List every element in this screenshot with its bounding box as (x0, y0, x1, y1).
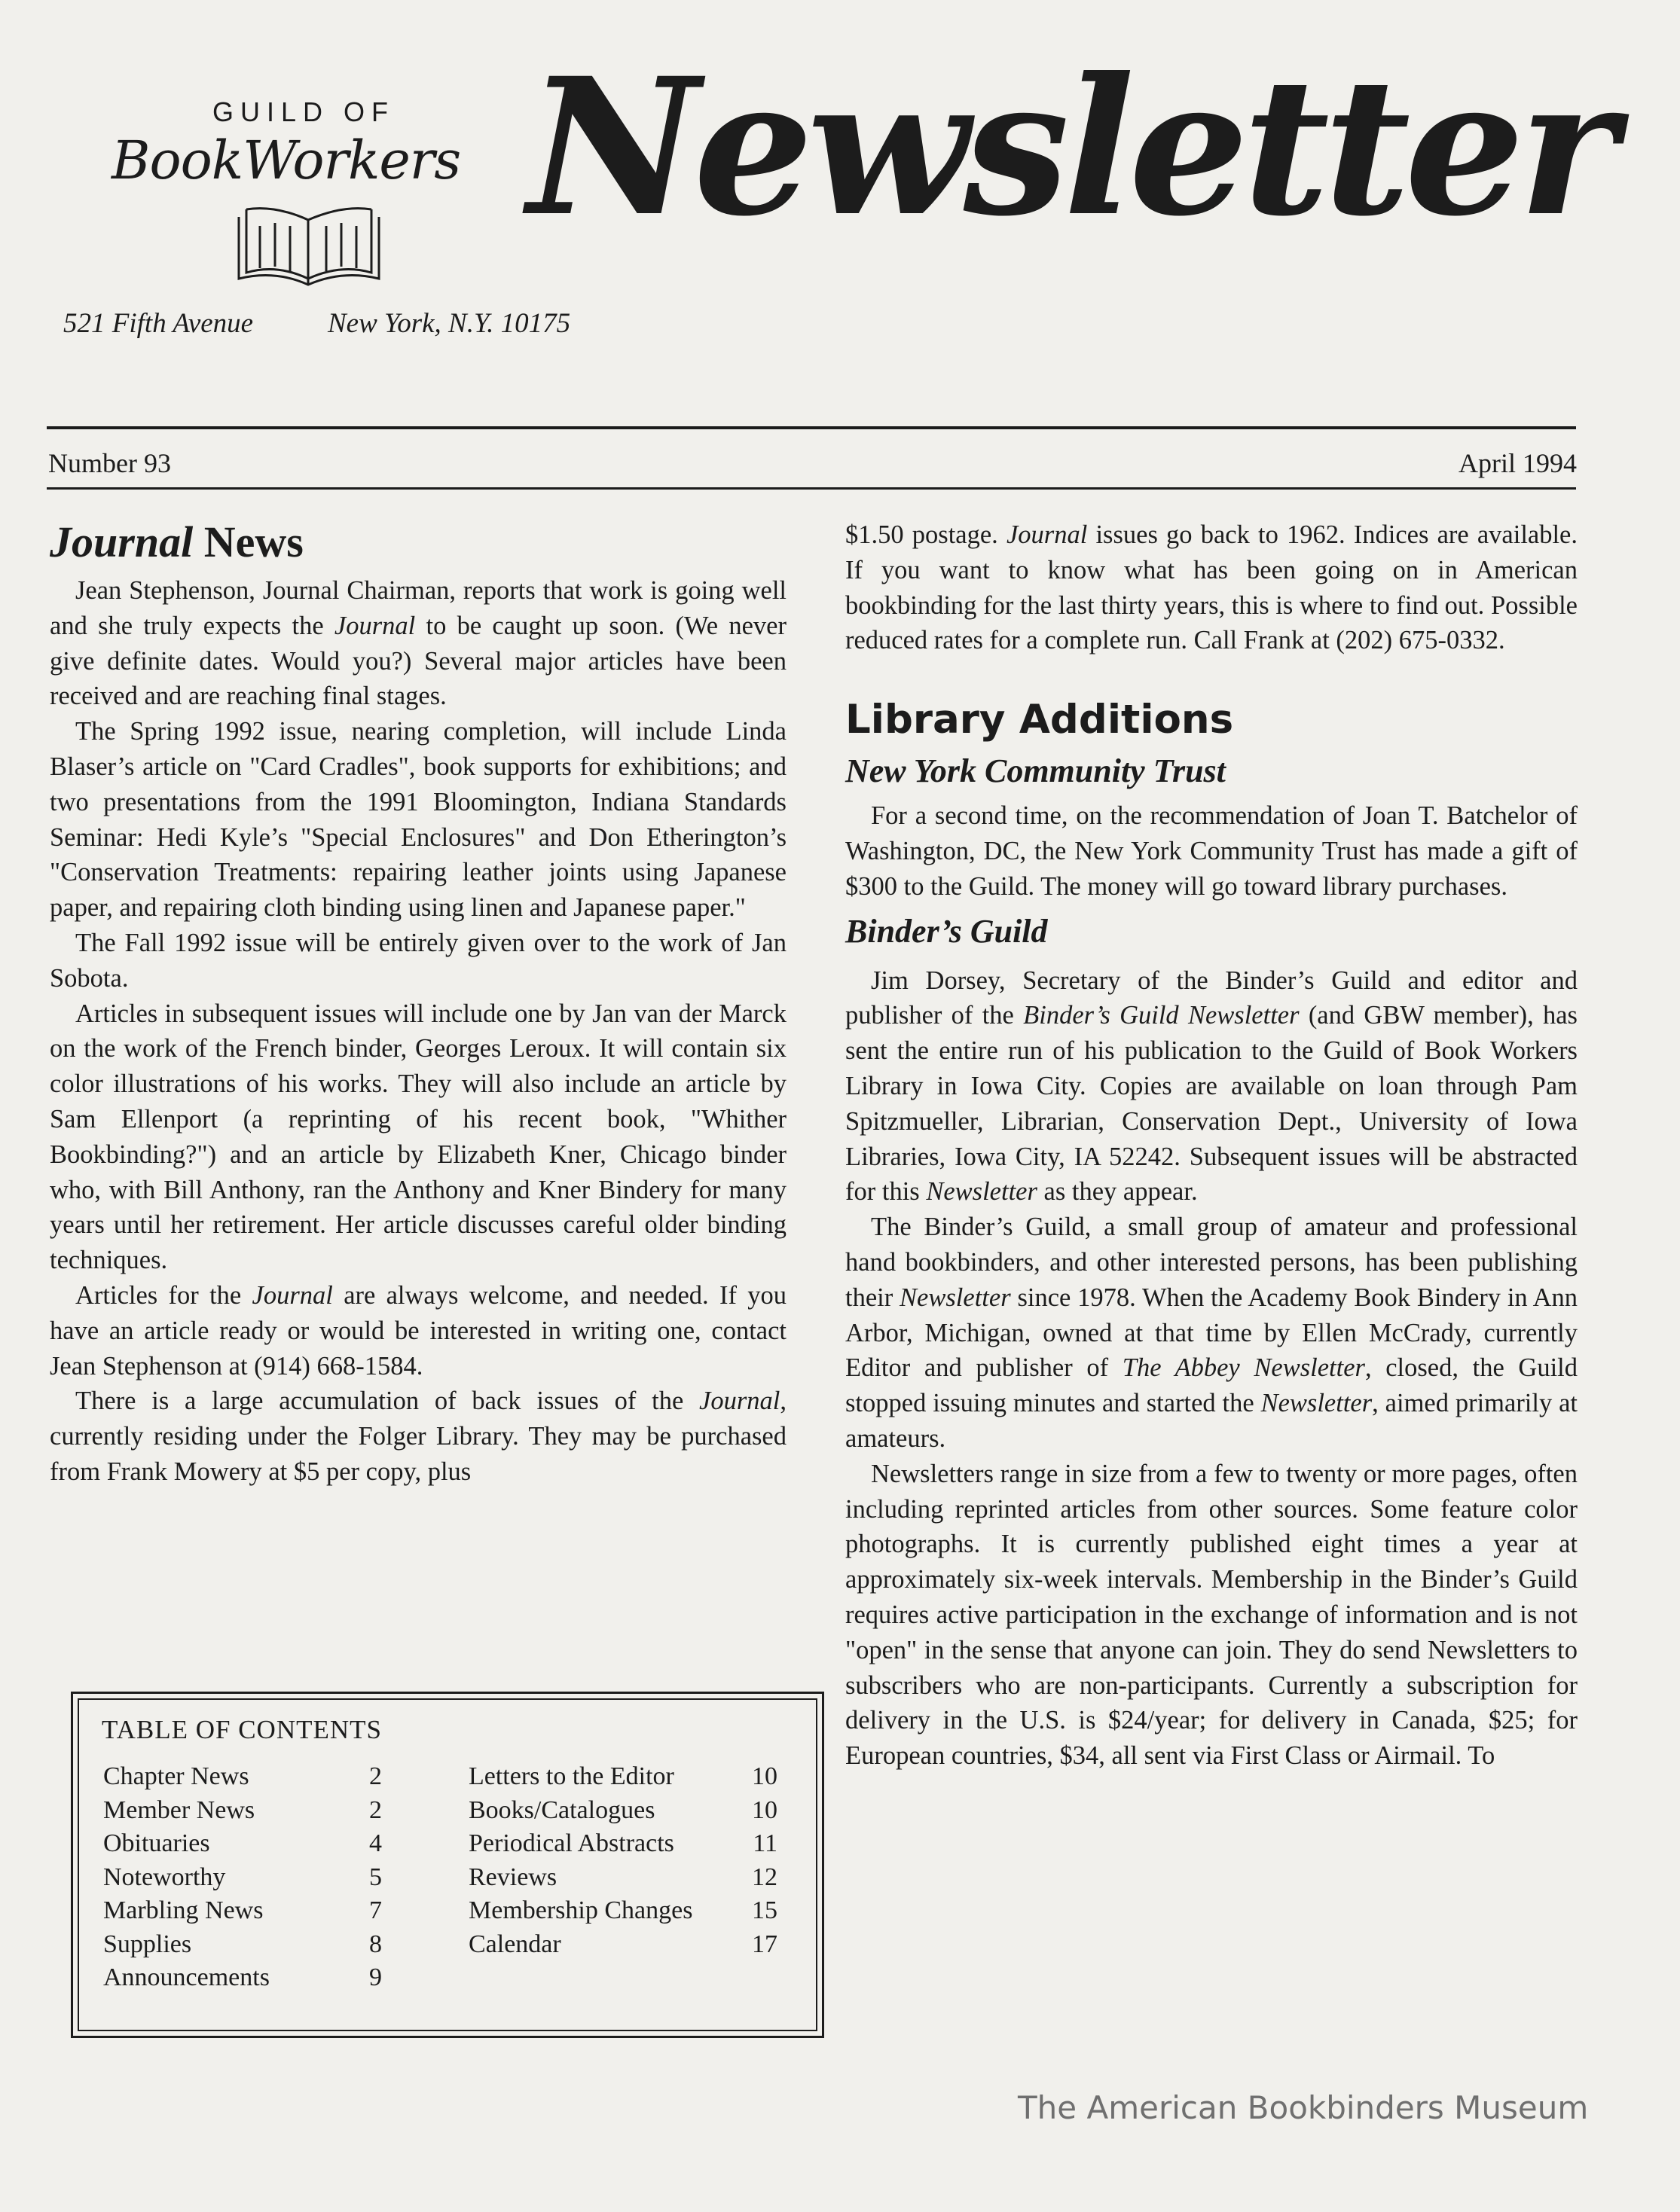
toc-entry (469, 1928, 777, 1962)
text-run: issues go back to 1962. Indices are available. If you want to know what has been going on in American bookbinding for the last thirty years, this is where to find out. Possible reduced rates for a complete run. Call Frank at (202) 675-0332. (845, 520, 1578, 655)
toc-entry-title: Letters to the Editor (469, 1762, 674, 1790)
binders-guild-heading: Binder’s Guild (845, 912, 1048, 950)
italic-text-run: Journal (699, 1387, 780, 1416)
toc-entry (469, 1827, 777, 1861)
toc-entry-page: 11 (753, 1829, 777, 1857)
toc-entry-title: Announcements (103, 1963, 270, 1991)
text-run: to be caught up soon. (We never give definite dates. Would you?) Several major articles have been received and are reaching final stages. (50, 611, 787, 711)
journal-news-heading (50, 517, 787, 567)
toc-entry-title: Obituaries (103, 1829, 210, 1857)
text-run: Articles in subsequent issues will include one by Jan van der Marck on the work of the French binder, Georges Leroux. It will contain six color illustrations of his works. They will also include an article by Sam Ellenport (a reprinting of his recent book, "Whither Bookbinding?") and an article by Elizabeth Kner, Chicago binder who, with Bill Anthony, ran the Anthony and Kner Bindery for many years until her retirement. Her article discusses careful older binding techniques. (50, 999, 787, 1275)
newsletter-title: Newsletter (527, 36, 1612, 258)
journal-paragraph (50, 996, 787, 1278)
italic-text-run: Newsletter (926, 1177, 1037, 1207)
toc-column-2 (469, 1760, 777, 1961)
nyct-paragraph (845, 798, 1578, 904)
toc-entry-page: 2 (369, 1762, 382, 1790)
italic-text-run: Newsletter (900, 1283, 1011, 1312)
toc-entry-page: 5 (369, 1863, 382, 1891)
toc-entry-title: Marbling News (103, 1896, 264, 1924)
toc-entry-page: 17 (752, 1930, 777, 1958)
text-run: Articles for the (75, 1280, 252, 1310)
text-run: since 1978. When the Academy Book Bindery in Ann Arbor, Michigan, owned at that time by Ellen McCrady, currently Editor and publisher of (845, 1283, 1578, 1383)
italic-text-run: Journal (334, 611, 416, 640)
toc-entry (469, 1861, 777, 1895)
toc-entry-page: 10 (752, 1762, 777, 1790)
toc-entry (103, 1961, 382, 1995)
text-run: The Binder’s Guild, a small group of amateur and professional hand bookbinders, and other interested persons, has been publishing their (845, 1213, 1578, 1312)
toc-entry-title: Calendar (469, 1930, 561, 1958)
toc-entry-page: 2 (369, 1796, 382, 1824)
journal-news-heading-rest: News (193, 517, 304, 566)
binders-guild-paragraph (845, 1457, 1578, 1774)
text-run: For a second time, on the recommendation of Joan T. Batchelor of Washington, DC, the New York Community Trust has made a gift of $300 to the Guild. The money will go toward library purchases. (845, 801, 1578, 901)
journal-continued-paragraph (845, 517, 1578, 658)
toc-entry-page: 7 (369, 1896, 382, 1924)
toc-entry (103, 1894, 382, 1928)
toc-entry-title: Member News (103, 1796, 255, 1824)
journal-paragraph (50, 926, 787, 996)
binders-guild-paragraph (845, 963, 1578, 1210)
journal-news-heading-italic: Journal (50, 517, 194, 566)
text-run: , currently residing under the Folger Library. They may be purchased from Frank Mowery at $5 per copy, plus (50, 1387, 787, 1486)
bottom-rule (47, 487, 1576, 490)
toc-entry (469, 1794, 777, 1828)
toc-entry (469, 1760, 777, 1794)
guild-of-label: GUILD OF (212, 96, 396, 127)
toc-entry (103, 1827, 382, 1861)
toc-entry-title: Books/Catalogues (469, 1796, 655, 1824)
toc-entry-page: 12 (752, 1863, 777, 1891)
toc-entry (103, 1861, 382, 1895)
journal-paragraph (50, 1278, 787, 1384)
nyct-heading: New York Community Trust (845, 752, 1226, 790)
toc-entry-title: Supplies (103, 1930, 192, 1958)
toc-entry-title: Chapter News (103, 1762, 249, 1790)
toc-entry (103, 1928, 382, 1962)
toc-entry-page: 8 (369, 1930, 382, 1958)
text-run: The Fall 1992 issue will be entirely given over to the work of Jan Sobota. (50, 928, 787, 993)
journal-paragraph (50, 1384, 787, 1489)
italic-text-run: Newsletter (1260, 1389, 1373, 1418)
toc-entry (469, 1894, 777, 1928)
toc-entry-title: Reviews (469, 1863, 557, 1891)
top-rule (47, 426, 1576, 429)
text-run: , closed, the Guild stopped issuing minutes and started the (845, 1353, 1578, 1418)
right-column (845, 517, 1578, 1774)
toc-entry-title: Noteworthy (103, 1863, 226, 1891)
italic-text-run: The Abbey Newsletter (1122, 1353, 1365, 1383)
journal-paragraph (50, 573, 787, 714)
italic-text-run: Journal (252, 1280, 333, 1310)
issue-date: April 1994 (1459, 448, 1577, 478)
left-column (50, 517, 787, 1490)
text-run: The Spring 1992 issue, nearing completion, will include Linda Blaser’s article on "Card Cradles", book supports for exhibitions; and two presentations from the 1991 Bloomington, Indiana Standards Seminar: Hedi Kyle’s "Special Enclosures" and Don Etherington’s "Conservation Treatments: repairing leather joints using Japanese paper, and repairing cloth binding using linen and Japanese paper." (50, 717, 787, 923)
text-run: are always welcome, and needed. If you have an article ready or would be interested in writing one, contact Jean Stephenson at (914) 668-1584. (50, 1280, 787, 1381)
text-run: (and GBW member), has sent the entire run of his publication to the Guild of Book Workers Library in Iowa City. Copies are available on loan through Pam Spitzmueller, Librarian, Conservation Dept., University of Iowa Libraries, Iowa City, IA 52242. Subsequent issues will be abstracted for this (845, 1001, 1578, 1207)
open-book-logo-icon (230, 203, 388, 294)
binders-guild-paragraph (845, 1210, 1578, 1457)
text-run: Jean Stephenson, Journal Chairman, reports that work is going well and she truly expects the (50, 576, 787, 640)
text-run: , aimed primarily at amateurs. (845, 1389, 1578, 1453)
address-city: New York, N.Y. 10175 (328, 308, 571, 339)
journal-paragraph (50, 714, 787, 926)
text-run: Jim Dorsey, Secretary of the Binder’s Guild and editor and publisher of the (845, 966, 1578, 1030)
toc-inner-border (78, 1698, 817, 2031)
library-additions-heading: Library Additions (845, 697, 1234, 743)
toc-entry-page: 10 (752, 1796, 777, 1824)
toc-column-1 (103, 1760, 382, 1995)
italic-text-run: Binder’s Guild Newsletter (1023, 1001, 1300, 1030)
text-run: Newsletters range in size from a few to twenty or more pages, often including reprinted articles from other sources. Some feature color photographs. It is currently published eight times a year at approximately six-week intervals. Membership in the Binder’s Guild requires active participation in the exchange of information and is not "open" in the sense that anyone can join. They do send Newsletters to subscribers who are non-participants. Currently a subscription for delivery in the U.S. is $24/year; for delivery in Canada, $25; for European countries, $34, all sent via First Class or Airmail. To (845, 1459, 1578, 1771)
toc-title: TABLE OF CONTENTS (102, 1715, 382, 1744)
toc-entry-page: 9 (369, 1963, 382, 1991)
toc-entry (103, 1760, 382, 1794)
text-run: as they appear. (1037, 1177, 1198, 1207)
toc-entry-title: Periodical Abstracts (469, 1829, 674, 1857)
museum-watermark: The American Bookbinders Museum (1018, 2089, 1589, 2126)
issue-number: Number 93 (48, 448, 171, 478)
toc-entry (103, 1794, 382, 1828)
text-run: There is a large accumulation of back issues of the (75, 1387, 700, 1416)
bookworkers-logotype: BookWorkers (111, 130, 461, 191)
text-run: $1.50 postage. (845, 520, 1006, 549)
toc-entry-title: Membership Changes (469, 1896, 693, 1924)
address-street: 521 Fifth Avenue (63, 308, 254, 339)
italic-text-run: Journal (1006, 520, 1088, 549)
toc-entry-page: 4 (369, 1829, 382, 1857)
table-of-contents (71, 1692, 824, 2038)
toc-entry-page: 15 (752, 1896, 777, 1924)
